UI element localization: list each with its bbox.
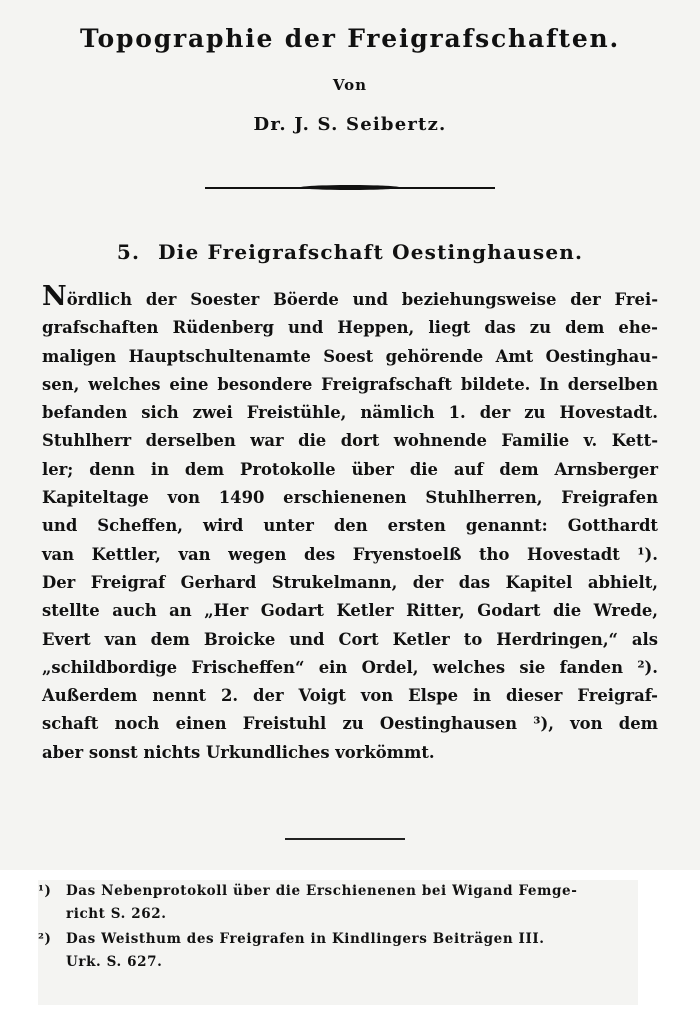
section-end-rule [285,838,405,840]
text-line: stellte auch an „Her Godart Ketler Ritter, Godart die Wrede, [42,601,658,621]
document-title: Topographie der Freigrafschaften. [79,24,621,53]
footnote-continuation: richt S. 262. [66,906,167,922]
text-line: Der Freigraf Gerhard Strukelmann, der das Kapitel abhielt, [42,572,658,592]
text-line: aber sonst nichts Urkundliches vorkömmt. [42,742,435,762]
text-line: grafschaften Rüdenberg und Heppen, liegt das zu dem ehe- [42,318,658,338]
text-line: sen, welches eine besondere Freigrafschaft bildete. In derselben [42,374,658,394]
footnote-text: Das Weisthum des Freigrafen in Kindlingers Beiträgen III. [66,931,545,947]
text-line: schaft noch einen Freistuhl zu Oestinghausen ³), von dem [42,714,658,734]
section-title: Die Freigrafschaft Oestinghausen. [158,240,584,264]
footnote [38,928,638,951]
text-line: ler; denn in dem Protokolle über die auf dem Arnsberger [42,459,658,479]
drop-cap: N [42,281,67,312]
footnote-mark: ²) [38,931,52,947]
footnote [38,880,638,903]
text-line: Kapiteltage von 1490 erschienenen Stuhlherren, Freigrafen [42,488,658,508]
section-heading [0,240,700,264]
ornamental-rule [205,184,495,192]
text-line: und Scheffen, wird unter den ersten genannt: Gotthardt [42,516,658,536]
footnotes [38,880,638,1005]
text-line: „schildbordige Frischeffen“ ein Ordel, welches sie fanden ²). [42,657,658,677]
body-text [42,281,658,767]
text-line: Außerdem nennt 2. der Voigt von Elspe in dieser Freigraf- [42,686,658,706]
footnote-continuation: Urk. S. 627. [66,954,163,970]
text-line: befanden sich zwei Freistühle, nämlich 1. der zu Hovestadt. [42,403,658,423]
text-line: Stuhlherr derselben war die dort wohnende Familie v. Kett- [42,431,658,451]
author-name: Dr. J. S. Seibertz. [253,114,447,135]
text-line: maligen Hauptschultenamte Soest gehörende Amt Oestinghau- [42,346,658,366]
footnote-mark: ¹) [38,883,52,899]
section-number: 5. [116,240,141,264]
byline: Von [332,76,368,94]
text-line: van Kettler, van wegen des Fryenstoelß tho Hovestadt ¹). [42,544,658,564]
text-line: Evert van dem Broicke und Cort Ketler to Herdringen,“ als [42,629,658,649]
text-line: Nördlich der Soester Böerde und beziehungsweise der Frei- [42,281,658,312]
footnote-text: Das Nebenprotokoll über die Erschienenen bei Wigand Femge- [66,883,578,899]
